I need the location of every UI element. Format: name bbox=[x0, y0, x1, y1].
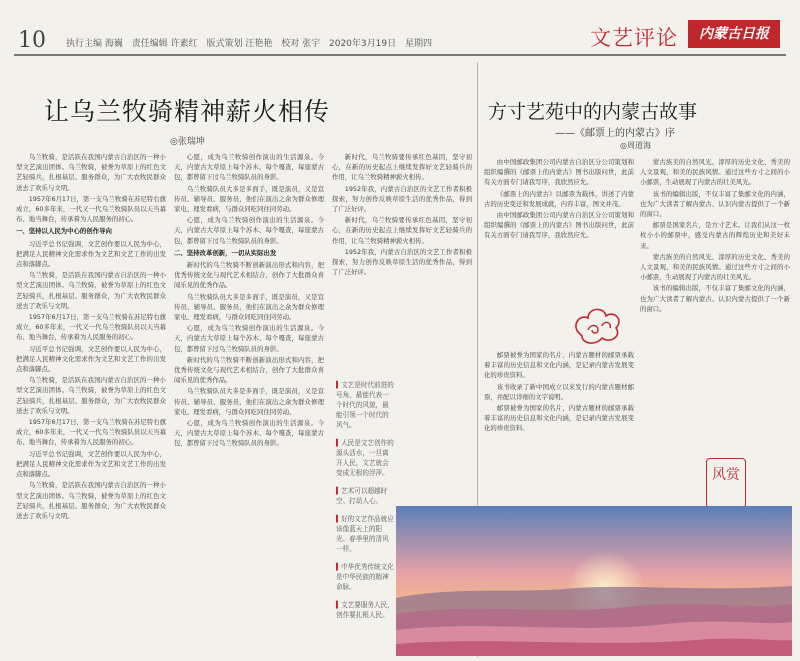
right-article-column-1 bbox=[484, 157, 634, 297]
paragraph: 心愿，成为乌兰牧骑创作演出的生活源泉。今天，内蒙古大草原上每个苏木、每个嘎查，每座蒙古包，都曾留下过乌兰牧骑队员的身影。 bbox=[174, 153, 324, 182]
paragraph: 1957年6月17日，第一支乌兰牧骑在苏尼特右旗成立，60多年来，一代又一代乌兰牧骑队员以天当幕布、地当舞台，传承着为人民服务的初心。 bbox=[16, 313, 166, 342]
paragraph: 心愿，成为乌兰牧骑创作演出的生活源泉。今天，内蒙古大草原上每个苏木、每个嘎查，每座蒙古包，都曾留下过乌兰牧骑队员的身影。 bbox=[174, 216, 324, 245]
paragraph: 《邮票上的内蒙古》以邮票为载体，讲述了内蒙古的历史变迁和发展成就，内容丰富，图文并茂。 bbox=[484, 189, 634, 208]
cloud-ornament-icon bbox=[570, 302, 626, 348]
pull-quotes bbox=[336, 380, 394, 628]
paragraph: 该书收录了新中国成立以来发行的内蒙古题材邮票，并配以详细的文字说明。 bbox=[484, 382, 634, 401]
paragraph: 心愿，成为乌兰牧骑创作演出的生活源泉。今天，内蒙古大草原上每个苏木、每个嘎查，每座蒙古包，都曾留下过乌兰牧骑队员的身影。 bbox=[174, 324, 324, 353]
meta-editor-in-chief: 执行主编 海巍 bbox=[66, 39, 123, 49]
paragraph: 乌兰牧骑，是活跃在我国内蒙古自治区的一种小型文艺演出团体。乌兰牧骑，被誉为草原上的红色文艺轻骑兵，扎根基层、服务群众，为广大农牧民群众送去了欢乐与文明。 bbox=[16, 153, 166, 192]
meta-proofreader: 校对 张宇 bbox=[281, 39, 321, 49]
paragraph: 邮票被誉为国家的名片，内蒙古题材的邮票承载着丰富的历史信息和文化内涵，是记录内蒙古发展变化的珍贵资料。 bbox=[484, 404, 634, 433]
left-article-column-2 bbox=[174, 152, 324, 652]
subheading: 二、坚持改革创新，一切从实际出发 bbox=[174, 248, 277, 257]
meta-editor: 责任编辑 许素红 bbox=[131, 39, 198, 49]
paragraph: 新时代的乌兰牧骑不断创新演出形式和内容，把优秀传统文化与现代艺术相结合，创作了大批群众喜闻乐见的优秀作品。 bbox=[174, 355, 324, 385]
pull-quote: ▍好的文艺作品就应该像蓝天上的阳光、春季里的清风一样。 bbox=[336, 515, 394, 553]
right-article-author: ◎周道海 bbox=[620, 141, 651, 150]
paragraph: 乌兰牧骑队员大多是多面手，既是演员，又是宣传员、辅导员、服务员，他们在演出之余为群众修理家电、理发看病，与群众同吃同住同劳动。 bbox=[174, 387, 324, 416]
masthead-logo: 内蒙古日报 bbox=[688, 20, 780, 48]
subheading: 一、坚持以人民为中心的创作导向 bbox=[16, 227, 112, 236]
paragraph: 新时代的乌兰牧骑不断创新演出形式和内容，把优秀传统文化与现代艺术相结合，创作了大批群众喜闻乐见的优秀作品。 bbox=[174, 261, 324, 290]
page-number: 10 bbox=[18, 28, 46, 53]
header-meta bbox=[66, 36, 438, 49]
meta-layout: 版式策划 汪艳艳 bbox=[206, 39, 273, 49]
header-rule bbox=[14, 54, 786, 56]
left-article-column-1 bbox=[16, 152, 166, 652]
paragraph: 蒙古族美的自然风光、淳厚的历史文化、秀美的人文景观，和美的民族风情。通过这些方寸之间的小小邮票，生动展现了内蒙古的壮美风光。 bbox=[640, 158, 790, 187]
seal-text: 风赏 bbox=[712, 467, 740, 483]
paragraph: 习近平总书记强调，文艺创作要以人民为中心，把满足人民精神文化需求作为文艺和文艺工作的出发点和落脚点。 bbox=[16, 344, 166, 374]
right-article-title: 方寸艺苑中的内蒙古故事 bbox=[488, 101, 698, 123]
section-title: 文艺评论 bbox=[590, 26, 678, 50]
paragraph: 该书的编辑出版，不仅丰富了集邮文化的内涵，也为广大读者了解内蒙古、认识内蒙古提供了一个新的窗口。 bbox=[640, 284, 790, 313]
paragraph: 邮票是国家名片，是方寸艺术。让我们从这一枚枚小小的邮票中，感受内蒙古的辉煌历史和美好未来。 bbox=[640, 221, 790, 250]
page-header bbox=[0, 0, 800, 62]
paragraph: 由中国邮政集团公司内蒙古自治区分公司策划和组织编撰的《邮票上的内蒙古》图书出版问世，此前有关方面专门请我写序，我欣然应允。 bbox=[484, 211, 634, 240]
paragraph: 乌兰牧骑队员大多是多面手，既是演员，又是宣传员、辅导员、服务员，他们在演出之余为群众修理家电、理发看病，与群众同吃同住同劳动。 bbox=[174, 292, 324, 322]
quote-mark-icon: ▍ bbox=[336, 563, 342, 571]
left-article-title: 让乌兰牧骑精神薪火相传 bbox=[44, 97, 331, 126]
paragraph: 乌兰牧骑，是活跃在我国内蒙古自治区的一种小型文艺演出团体。乌兰牧骑，被誉为草原上的红色文艺轻骑兵，扎根基层、服务群众，为广大农牧民群众送去了欢乐与文明。 bbox=[16, 481, 166, 520]
paragraph: 1952年我，内蒙古自治区的文艺工作者积极探索，努力创作反映草原生活的优秀作品，得到了广泛好评。 bbox=[332, 184, 472, 214]
landscape-image bbox=[396, 506, 792, 656]
quote-mark-icon: ▍ bbox=[336, 487, 342, 495]
paragraph: 习近平总书记强调，文艺创作要以人民为中心，把满足人民精神文化需求作为文艺和文艺工作的出发点和落脚点。 bbox=[16, 449, 166, 479]
pull-quote: ▍人民是文艺创作的源头活水，一旦离开人民，文艺就会变成无根的浮萍。 bbox=[336, 439, 394, 477]
right-article-subtitle: ——《邮票上的内蒙古》序 bbox=[555, 128, 675, 139]
pull-quote: ▍文艺是时代前进的号角，最能代表一个时代的风貌，最能引领一个时代的风气。 bbox=[336, 381, 394, 429]
paragraph: 新时代，乌兰牧骑要传承红色基因，坚守初心，在新的历史起点上继续发挥好文艺轻骑兵的作用，让乌兰牧骑精神薪火相传。 bbox=[332, 153, 472, 182]
paragraph: 习近平总书记强调，文艺创作要以人民为中心，把满足人民精神文化需求作为文艺和文艺工作的出发点和落脚点。 bbox=[16, 239, 166, 269]
paragraph: 1957年6月17日，第一支乌兰牧骑在苏尼特右旗成立，60多年来，一代又一代乌兰牧骑队员以天当幕布、地当舞台，传承着为人民服务的初心。 bbox=[16, 418, 166, 447]
pull-quote: ▍文艺要服务人民，创作要扎根人民。 bbox=[336, 601, 394, 619]
right-article-column-2 bbox=[640, 157, 790, 447]
seal-stamp bbox=[706, 458, 746, 508]
quote-mark-icon: ▍ bbox=[336, 601, 342, 609]
paragraph: 新时代，乌兰牧骑要传承红色基因，坚守初心，在新的历史起点上继续发挥好文艺轻骑兵的作用，让乌兰牧骑精神薪火相传。 bbox=[332, 216, 472, 245]
quote-mark-icon: ▍ bbox=[336, 515, 342, 523]
paragraph: 乌兰牧骑队员大多是多面手，既是演员，又是宣传员、辅导员、服务员，他们在演出之余为群众修理家电、理发看病，与群众同吃同住同劳动。 bbox=[174, 184, 324, 214]
pull-quote: ▍艺术可以超越时空、打动人心。 bbox=[336, 487, 388, 505]
meta-date: 2020年3月19日 bbox=[329, 39, 397, 49]
quote-mark-icon: ▍ bbox=[336, 439, 342, 447]
paragraph: 1957年6月17日，第一支乌兰牧骑在苏尼特右旗成立，60多年来，一代又一代乌兰牧骑队员以天当幕布、地当舞台，传承着为人民服务的初心。 bbox=[16, 194, 166, 224]
paragraph: 乌兰牧骑，是活跃在我国内蒙古自治区的一种小型文艺演出团体。乌兰牧骑，被誉为草原上的红色文艺轻骑兵，扎根基层、服务群众，为广大农牧民群众送去了欢乐与文明。 bbox=[16, 376, 166, 415]
left-article-author: ◎张瑞坤 bbox=[170, 137, 205, 147]
paragraph: 心愿，成为乌兰牧骑创作演出的生活源泉。今天，内蒙古大草原上每个苏木、每个嘎查，每座蒙古包，都曾留下过乌兰牧骑队员的身影。 bbox=[174, 419, 324, 448]
paragraph: 邮票被誉为国家的名片，内蒙古题材的邮票承载着丰富的历史信息和文化内涵，是记录内蒙古发展变化的珍贵资料。 bbox=[484, 351, 634, 380]
paragraph: 该书的编辑出版，不仅丰富了集邮文化的内涵，也为广大读者了解内蒙古、认识内蒙古提供了一个新的窗口。 bbox=[640, 189, 790, 219]
paragraph: 乌兰牧骑，是活跃在我国内蒙古自治区的一种小型文艺演出团体。乌兰牧骑，被誉为草原上的红色文艺轻骑兵，扎根基层、服务群众，为广大农牧民群众送去了欢乐与文明。 bbox=[16, 271, 166, 310]
paragraph: 1952年我，内蒙古自治区的文艺工作者积极探索，努力创作反映草原生活的优秀作品，得到了广泛好评。 bbox=[332, 247, 472, 277]
right-article-column-1-continued bbox=[484, 350, 634, 500]
grassland-sunset-photo bbox=[396, 506, 792, 656]
paragraph: 由中国邮政集团公司内蒙古自治区分公司策划和组织编撰的《邮票上的内蒙古》图书出版问世，此前有关方面专门请我写序，我欣然应允。 bbox=[484, 158, 634, 187]
quote-mark-icon: ▍ bbox=[336, 381, 342, 389]
meta-weekday: 星期四 bbox=[404, 39, 432, 49]
pull-quote: ▍中华优秀传统文化是中华民族的精神命脉。 bbox=[336, 563, 394, 591]
paragraph: 蒙古族美的自然风光、淳厚的历史文化、秀美的人文景观，和美的民族风情。通过这些方寸之间的小小邮票，生动展现了内蒙古的壮美风光。 bbox=[640, 252, 790, 282]
